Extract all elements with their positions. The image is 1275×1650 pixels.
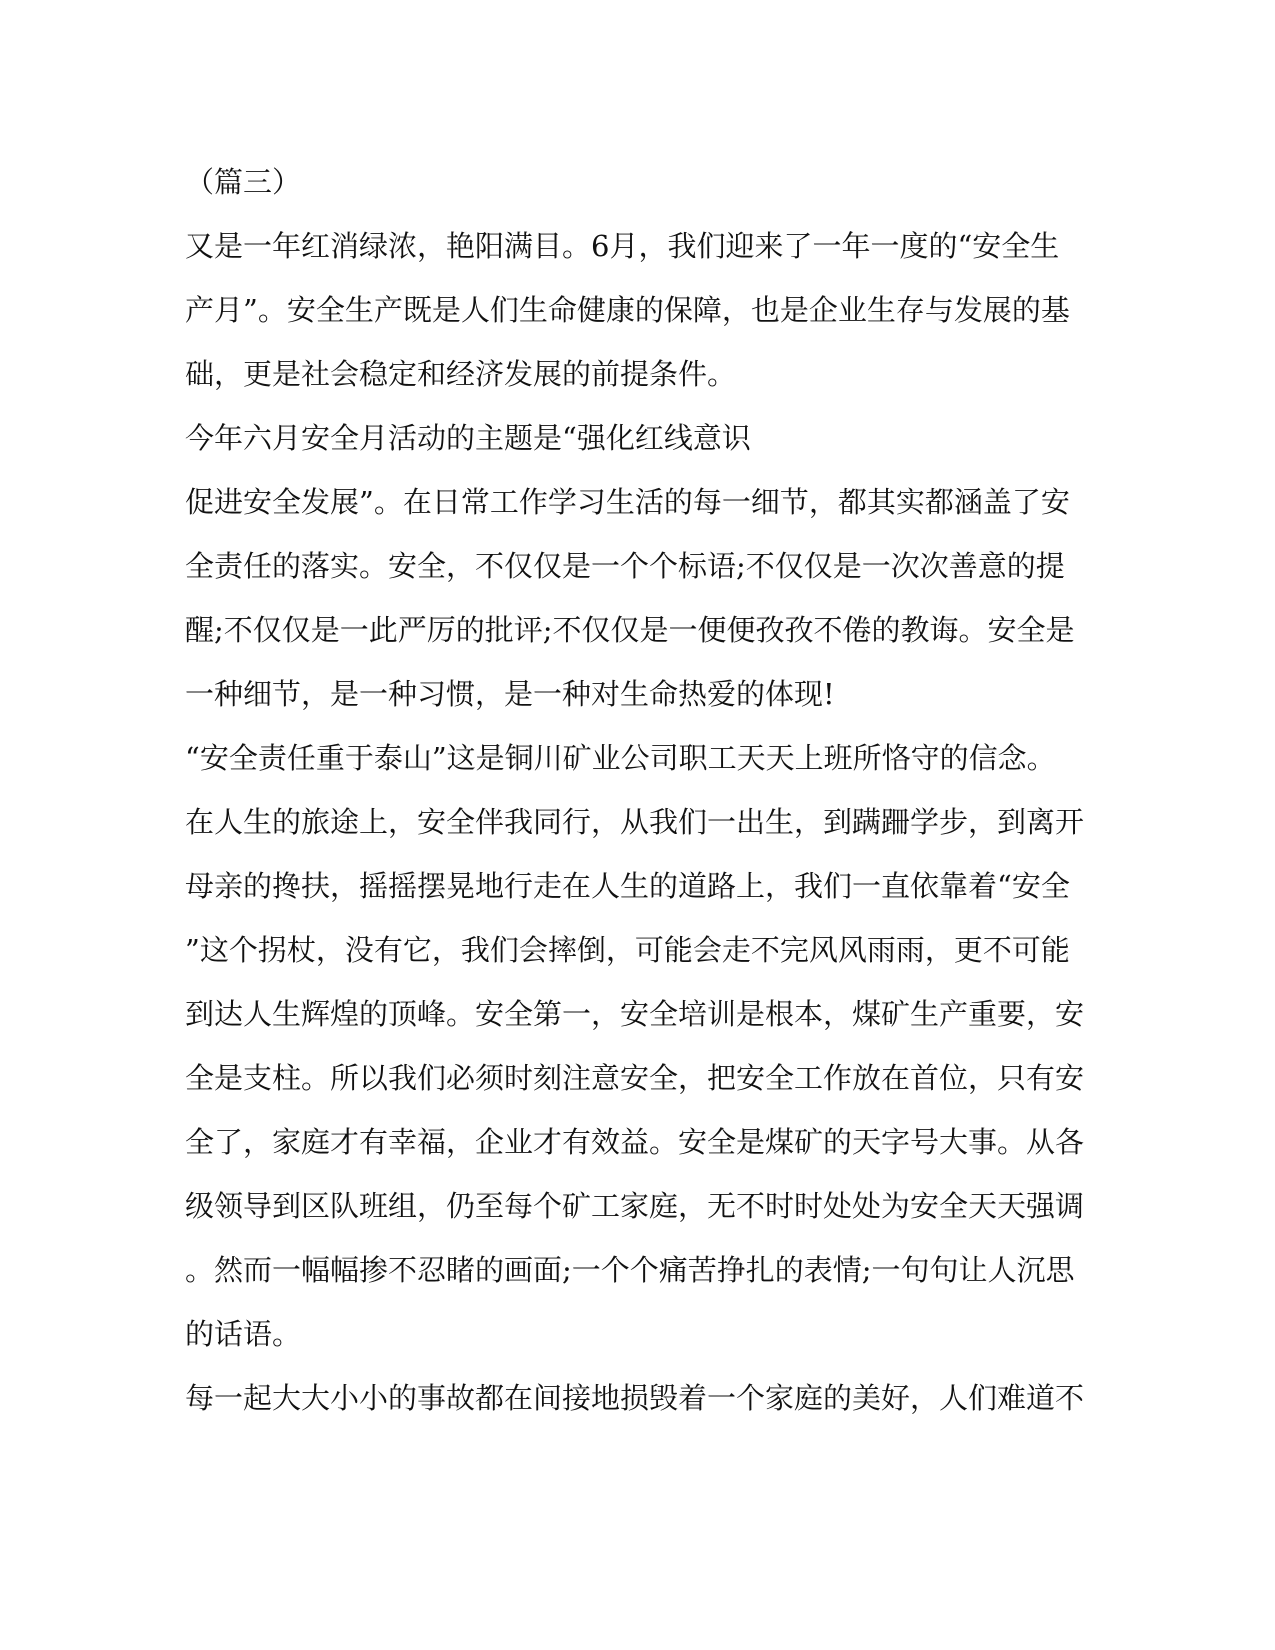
text-line: 每一起大大小小的事故都在间接地损毁着一个家庭的美好，人们难道不 [185,1381,1085,1415]
document-body [185,158,1085,1438]
text-line: 今年六月安全月活动的主题是“强化红线意识 [185,421,751,455]
text-line: 一种细节，是一种习惯，是一种对生命热爱的体现! [185,677,835,711]
text-line: 又是一年红消绿浓，艳阳满目。6月，我们迎来了一年一度的“安全生 [185,229,1060,263]
text-line: 产月”。安全生产既是人们生命健康的保障，也是企业生存与发展的基 [185,293,1070,327]
text-line: 全是支柱。所以我们必须时刻注意安全，把安全工作放在首位，只有安 [185,1061,1085,1095]
text-line: 在人生的旅途上，安全伴我同行，从我们一出生，到蹒跚学步，到离开 [185,805,1085,839]
text-line: 。然而一幅幅掺不忍睹的画面;一个个痛苦挣扎的表情;一句句让人沉思 [185,1253,1075,1287]
text-line: 的话语。 [185,1317,302,1351]
text-line: 全了，家庭才有幸福，企业才有效益。安全是煤矿的天字号大事。从各 [185,1125,1085,1159]
section-heading: （篇三） [185,165,302,199]
text-line: ”这个拐杖，没有它，我们会摔倒，可能会走不完风风雨雨，更不可能 [185,933,1070,967]
text-line: 母亲的搀扶，摇摇摆晃地行走在人生的道路上，我们一直依靠着“安全 [185,869,1070,903]
text-line: 醒;不仅仅是一此严厉的批评;不仅仅是一便便孜孜不倦的教诲。安全是 [185,613,1075,647]
text-line: 级领导到区队班组，仍至每个矿工家庭，无不时时处处为安全天天强调 [185,1189,1085,1223]
text-line: 促进安全发展”。在日常工作学习生活的每一细节，都其实都涵盖了安 [185,485,1070,519]
text-line: 到达人生辉煌的顶峰。安全第一，安全培训是根本，煤矿生产重要，安 [185,997,1085,1031]
text-line: “安全责任重于泰山”这是铜川矿业公司职工天天上班所恪守的信念。 [185,741,1056,775]
text-line: 全责任的落实。安全，不仅仅是一个个标语;不仅仅是一次次善意的提 [185,549,1065,583]
text-line: 础，更是社会稳定和经济发展的前提条件。 [185,357,737,391]
